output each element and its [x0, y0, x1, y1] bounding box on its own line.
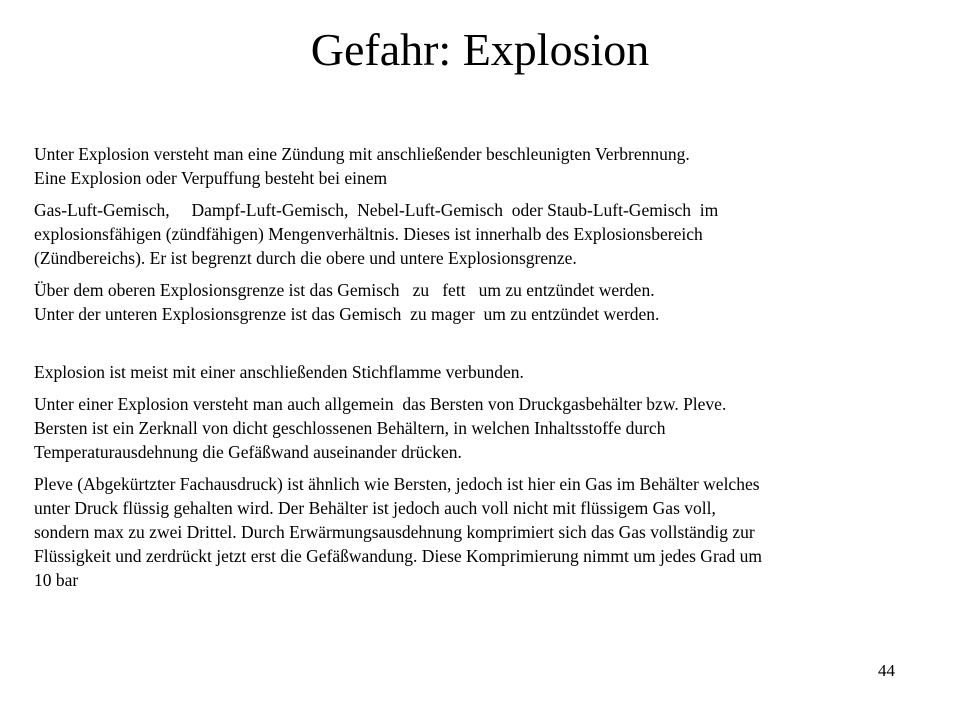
text-line: sondern max zu zwei Drittel. Durch Erwärmungsausdehnung komprimiert sich das Gas vollständig zur [34, 522, 755, 542]
paragraph-flame [34, 360, 934, 384]
paragraph-limits [34, 278, 934, 326]
paragraph-pleve [34, 472, 934, 592]
slide-title: Gefahr: Explosion [310, 24, 650, 75]
text-line: explosionsfähigen (zündfähigen) Mengenverhältnis. Dieses ist innerhalb des Explosionsbereich [34, 224, 703, 244]
text-line: Unter Explosion versteht man eine Zündung mit anschließender beschleunigten Verbrennung. [34, 144, 690, 164]
text-line: unter Druck flüssig gehalten wird. Der Behälter ist jedoch auch voll nicht mit flüssigem Gas voll, [34, 498, 716, 518]
page-number: 44 [878, 661, 895, 680]
paragraph-mixtures [34, 198, 934, 270]
text-line: Temperaturausdehnung die Gefäßwand auseinander drücken. [34, 442, 462, 462]
text-line: Eine Explosion oder Verpuffung besteht bei einem [34, 168, 388, 188]
text-line: Pleve (Abgekürtzter Fachausdruck) ist ähnlich wie Bersten, jedoch ist hier ein Gas im Behälter welches [34, 474, 760, 494]
text-line: Bersten ist ein Zerknall von dicht geschlossenen Behältern, in welchen Inhaltsstoffe durch [34, 418, 666, 438]
paragraph-bursting [34, 392, 934, 464]
text-line: Explosion ist meist mit einer anschließenden Stichflamme verbunden. [34, 362, 524, 382]
text-line: (Zündbereichs). Er ist begrenzt durch die obere und untere Explosionsgrenze. [34, 248, 577, 268]
text-line: Flüssigkeit und zerdrückt jetzt erst die Gefäßwandung. Diese Komprimierung nimmt um jedes Grad um [34, 546, 763, 566]
text-line: Unter einer Explosion versteht man auch allgemein das Bersten von Druckgasbehälter bzw. Pleve. [34, 394, 727, 414]
text-line: Unter der unteren Explosionsgrenze ist das Gemisch zu mager um zu entzündet werden. [34, 304, 660, 324]
slide-body [34, 142, 934, 592]
text-line: Gas-Luft-Gemisch, Dampf-Luft-Gemisch, Nebel-Luft-Gemisch oder Staub-Luft-Gemisch im [34, 200, 719, 220]
text-line: 10 bar [34, 570, 79, 590]
paragraph-definition [34, 142, 934, 190]
text-line: Über dem oberen Explosionsgrenze ist das Gemisch zu fett um zu entzündet werden. [34, 280, 655, 300]
